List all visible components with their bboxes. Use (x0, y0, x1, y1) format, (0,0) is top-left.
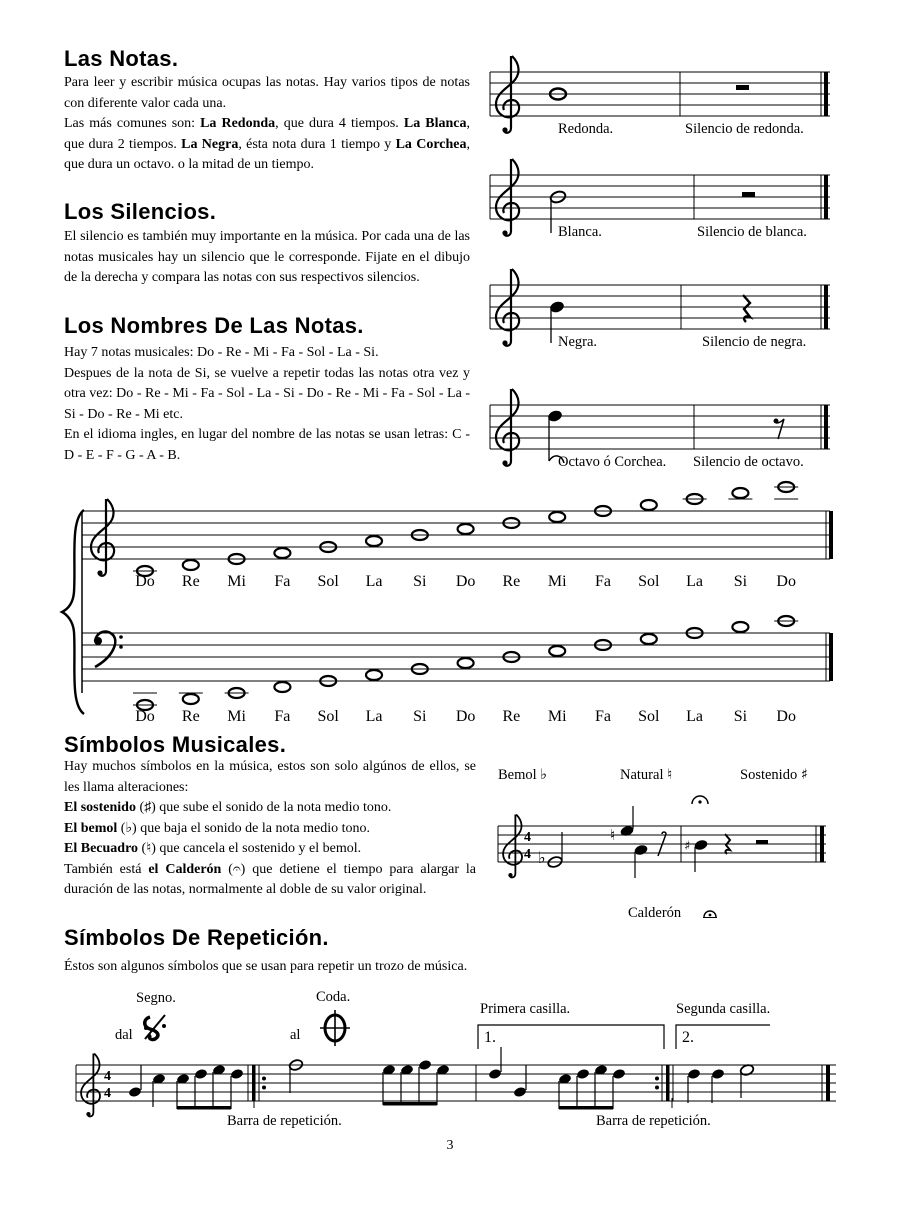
note-name: Sol (317, 573, 339, 590)
svg-text:4: 4 (104, 1069, 111, 1084)
label-dal: dal (115, 1027, 133, 1043)
whole-note (366, 670, 382, 680)
page-number: 3 (446, 1138, 454, 1153)
note-name: La (686, 573, 704, 590)
note-name: Si (413, 573, 427, 590)
note-name: Fa (274, 708, 291, 725)
nombres-p2: Despues de la nota de Si, se vuelve a repetir todas las notas otra vez y otra vez: Do - Re - Mi - Fa - Sol - La - Si - Do - Re - Mi - Fa - Sol - La - Si - Do - Re - Mi etc. (64, 365, 470, 422)
notas-p2: Las más comunes son: La Redonda, que dura 4 tiempos. La Blanca, que dura 2 tiempos. La Negra, ésta nota dura 1 tiempo y La Corchea, que dura un octavo. o la mitad de un tiempo. (64, 116, 471, 172)
label-silencio-octavo: Silencio de octavo. (693, 454, 804, 470)
note-name: Mi (547, 573, 567, 590)
note-name: Fa (274, 573, 291, 590)
note-name: Si (733, 708, 748, 725)
label-casilla-1: 1. (484, 1029, 496, 1046)
heading-las-notas: Las Notas. (64, 46, 179, 71)
note-name: La (686, 708, 704, 725)
svg-text:4: 4 (524, 847, 531, 862)
note-name: Do (455, 708, 476, 725)
whole-note (458, 658, 474, 668)
label-redonda: Redonda. (558, 121, 614, 137)
nombres-p1: Hay 7 notas musicales: Do - Re - Mi - Fa - Sol - La - Si. (64, 345, 379, 360)
note-name: Do (135, 708, 155, 725)
treble-scale-notes (133, 482, 798, 576)
note-name: Mi (227, 708, 246, 725)
svg-text:4: 4 (104, 1086, 111, 1101)
label-silencio-negra: Silencio de negra. (702, 334, 807, 350)
note-name: Sol (638, 708, 660, 725)
notas-p1: Para leer y escribir música ocupas las notas. Hay varios tipos de notas con diferente valor cada una. (64, 75, 470, 111)
note-name: Do (455, 573, 476, 590)
whole-note (641, 634, 657, 644)
note-name: Do (776, 573, 796, 590)
note-name: Re (502, 708, 521, 725)
label-segunda-casilla: Segunda casilla. (676, 1001, 771, 1017)
silencios-p1: El silencio es también muy importante en la música. Por cada una de las notas musicales hay un silencio que le corresponde. Fijate en el dibujo de la derecha y compara las notas con sus respectivos silencios. (64, 229, 470, 285)
heading-simbolos-musicales: Símbolos Musicales. (64, 732, 287, 757)
simbolos-p1: Hay muchos símbolos en la música, estos son solo algúnos de ellos, se les llama alteraciones: (64, 759, 476, 795)
whole-note (183, 560, 199, 570)
label-blanca: Blanca. (558, 224, 602, 240)
note-name: La (365, 573, 383, 590)
symbols-staff (498, 796, 826, 878)
label-coda: Coda. (316, 989, 351, 1005)
label-segno: Segno. (136, 990, 176, 1006)
simbolos-sostenido: El sostenido (♯) que sube el sonido de la nota medio tono. (64, 800, 392, 815)
coda-icon (320, 1010, 350, 1046)
label-primera-casilla: Primera casilla. (480, 1001, 571, 1017)
note-name: Re (181, 573, 200, 590)
note-name: Do (776, 708, 796, 725)
note-name: Sol (638, 573, 660, 590)
sharp-icon: ♯ (800, 767, 808, 783)
note-name: Do (135, 573, 155, 590)
whole-note (732, 622, 748, 632)
segno-icon (144, 1015, 166, 1040)
label-al: al (290, 1027, 301, 1043)
label-sostenido: Sostenido ♯ (740, 767, 808, 783)
flat-icon: ♭ (540, 767, 548, 783)
natural-icon: ♮ (667, 767, 673, 783)
whole-note (366, 536, 382, 546)
note-name: Mi (227, 573, 246, 590)
repetition-staff (76, 1047, 836, 1116)
label-natural: Natural ♮ (620, 767, 673, 783)
bass-scale-notes (133, 616, 798, 710)
note-name: Re (181, 708, 200, 725)
note-name: Sol (317, 708, 339, 725)
whole-note (458, 524, 474, 534)
whole-note (274, 682, 290, 692)
label-silencio-redonda: Silencio de redonda. (685, 121, 804, 137)
bass-clef-icon (94, 632, 123, 667)
whole-rest-icon (736, 85, 749, 90)
note-name: Si (733, 573, 748, 590)
label-barra-1: Barra de repetición. (227, 1113, 342, 1129)
flat-sign-icon: ♭ (538, 848, 546, 867)
whole-note (732, 488, 748, 498)
sharp-sign-icon: ♯ (684, 839, 691, 854)
label-calderon: Calderón (628, 905, 682, 921)
nombres-p3: En el idioma ingles, en lugar del nombre de las notas se usan letras: C - D - E - F - G - A - B. (64, 427, 470, 463)
simbolos-bemol: El bemol (♭) que baja el sonido de la nota medio tono. (64, 820, 370, 836)
note-name: La (365, 708, 383, 725)
label-bemol: Bemol ♭ (498, 767, 548, 783)
heading-simbolos-repeticion: Símbolos De Repetición. (64, 925, 329, 950)
whole-note (549, 646, 565, 656)
note-name: Re (502, 573, 521, 590)
heading-nombres-notas: Los Nombres De Las Notas. (64, 313, 364, 338)
note-name: Fa (595, 708, 611, 725)
note-name: Fa (595, 573, 611, 590)
label-silencio-blanca: Silencio de blanca. (697, 224, 807, 240)
grand-staff (62, 482, 833, 714)
whole-note (641, 500, 657, 510)
note-name: Mi (547, 708, 567, 725)
natural-sign-icon: ♮ (610, 826, 616, 844)
svg-text:4: 4 (524, 830, 531, 845)
label-negra: Negra. (558, 334, 598, 350)
simbolos-calderon: También está el Calderón (𝄐) que detiene el tiempo para alargar la duración de las notas, normalmente al doble de su valor original. (64, 861, 477, 897)
whole-note (549, 512, 565, 522)
label-barra-2: Barra de repetición. (596, 1113, 711, 1129)
simbolos-becuadro: El Becuadro (♮) que cancela el sostenido y el bemol. (64, 841, 362, 856)
note-name: Si (413, 708, 427, 725)
heading-los-silencios: Los Silencios. (64, 199, 217, 224)
label-corchea: Octavo ó Corchea. (558, 454, 667, 470)
repeticion-p1: Éstos son algunos símbolos que se usan para repetir un trozo de música. (64, 959, 468, 974)
whole-note (274, 548, 290, 558)
label-casilla-2: 2. (682, 1029, 694, 1046)
brace-icon (62, 510, 84, 714)
half-rest-icon (742, 192, 755, 197)
primera-casilla-bracket (478, 1025, 664, 1049)
whole-note (183, 694, 199, 704)
